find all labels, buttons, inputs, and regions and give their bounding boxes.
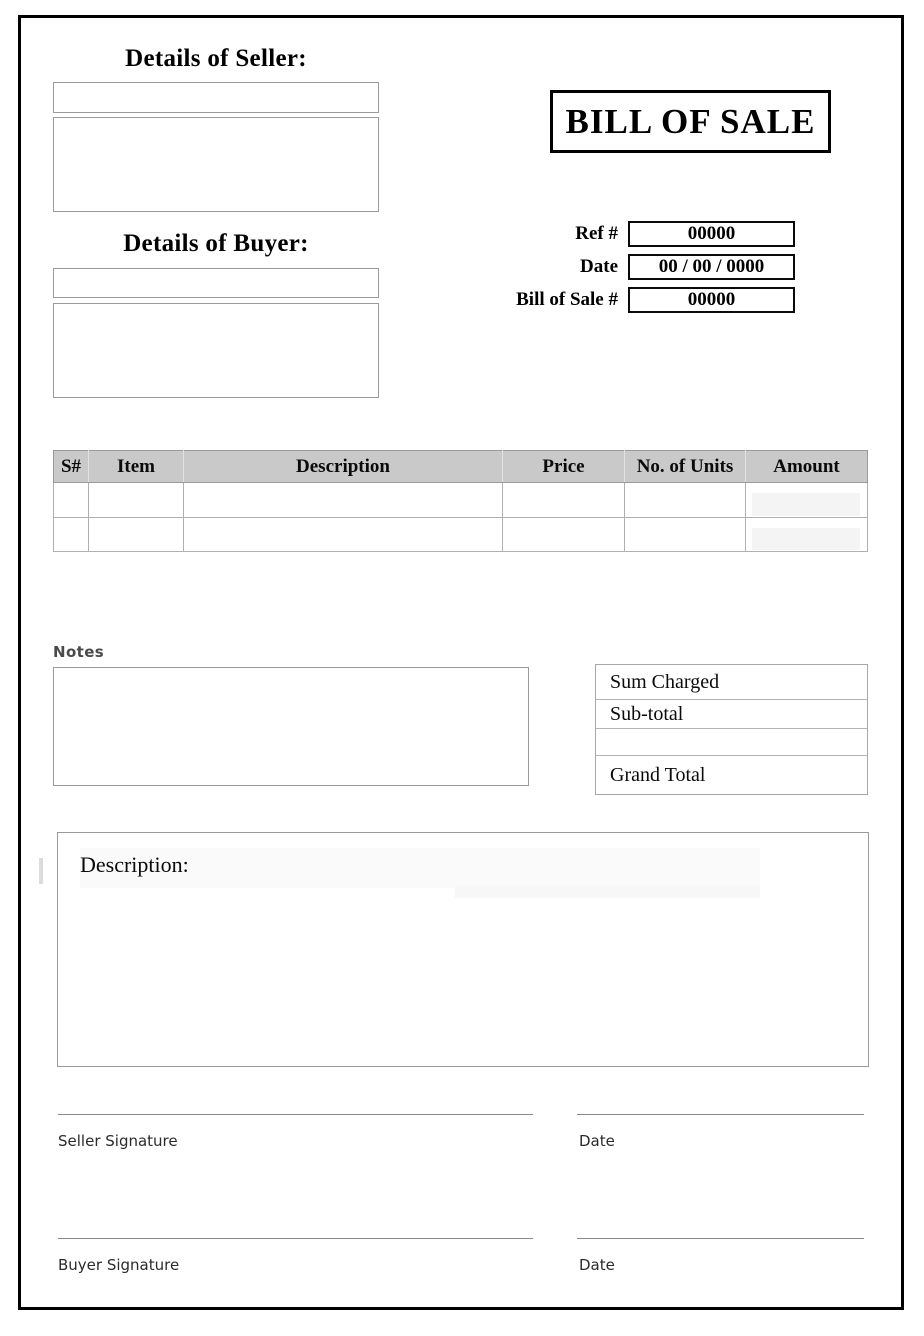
table-row (54, 483, 868, 518)
cell-description[interactable] (184, 483, 503, 518)
buyer-section-heading: Details of Buyer: (123, 230, 309, 257)
cell-amount[interactable] (746, 518, 868, 552)
notes-field[interactable] (53, 667, 529, 786)
totals-row-blank[interactable] (596, 729, 867, 756)
buyer-date-line[interactable] (577, 1238, 864, 1239)
cell-price[interactable] (503, 518, 625, 552)
cell-price[interactable] (503, 483, 625, 518)
column-header-price: Price (503, 451, 625, 483)
seller-details-field[interactable] (53, 117, 379, 212)
column-header-serial: S# (54, 451, 89, 483)
column-header-amount: Amount (746, 451, 868, 483)
cell-units[interactable] (625, 518, 746, 552)
bill-of-sale-number-label: Bill of Sale # (516, 289, 618, 310)
buyer-name-field[interactable] (53, 268, 379, 298)
cell-serial[interactable] (54, 518, 89, 552)
margin-artifact (39, 858, 43, 884)
table-row (54, 518, 868, 552)
seller-section-heading: Details of Seller: (125, 45, 307, 72)
date-field[interactable]: 00 / 00 / 0000 (628, 254, 795, 280)
ref-number-field[interactable]: 00000 (628, 221, 795, 247)
amount-cell-shading (752, 493, 860, 516)
seller-signature-line[interactable] (58, 1114, 533, 1115)
totals-row-sub-total[interactable]: Sub-total (596, 700, 867, 729)
description-highlight-band (455, 886, 760, 898)
items-table-header-row (54, 451, 868, 483)
cell-description[interactable] (184, 518, 503, 552)
buyer-details-field[interactable] (53, 303, 379, 398)
seller-date-line[interactable] (577, 1114, 864, 1115)
buyer-signature-label: Buyer Signature (58, 1256, 180, 1274)
items-table (53, 450, 868, 552)
buyer-signature-line[interactable] (58, 1238, 533, 1239)
document-title: BILL OF SALE (550, 90, 831, 153)
ref-number-label: Ref # (575, 223, 618, 244)
seller-date-label: Date (579, 1132, 615, 1150)
cell-item[interactable] (89, 518, 184, 552)
amount-cell-shading (752, 528, 860, 550)
seller-name-field[interactable] (53, 82, 379, 113)
cell-item[interactable] (89, 483, 184, 518)
totals-table (595, 664, 868, 795)
notes-label: Notes (53, 643, 105, 661)
bill-of-sale-number-field[interactable]: 00000 (628, 287, 795, 313)
column-header-item: Item (89, 451, 184, 483)
seller-signature-label: Seller Signature (58, 1132, 178, 1150)
cell-amount[interactable] (746, 483, 868, 518)
description-label: Description: (80, 852, 189, 877)
cell-serial[interactable] (54, 483, 89, 518)
totals-row-grand-total[interactable]: Grand Total (610, 763, 706, 786)
date-label: Date (580, 256, 618, 277)
cell-units[interactable] (625, 483, 746, 518)
column-header-description: Description (184, 451, 503, 483)
buyer-date-label: Date (579, 1256, 615, 1274)
column-header-units: No. of Units (625, 451, 746, 483)
totals-row-sum-charged[interactable]: Sum Charged (596, 665, 867, 700)
